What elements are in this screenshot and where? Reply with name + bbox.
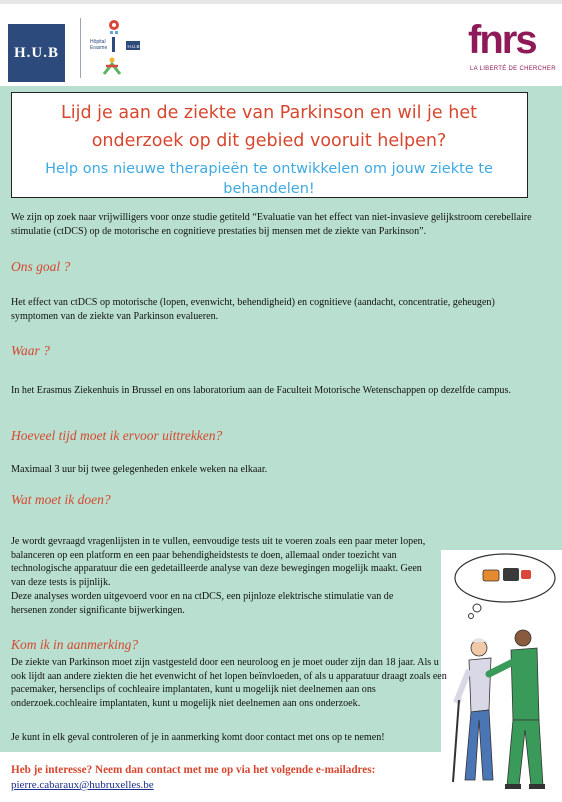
- fnrs-logo: fnrs: [468, 18, 536, 62]
- erasme-hub-text: H.U.B: [127, 44, 140, 49]
- caregiver-figure-icon: [489, 630, 545, 789]
- logo-divider: [80, 18, 81, 78]
- contact-email-link[interactable]: pierre.cabaraux@hubruxelles.be: [11, 779, 154, 791]
- eligible-text-1: De ziekte van Parkinson moet zijn vastgesteld door een neuroloog en je moet ouder zijn dan 18 jaar. Als u ook lijdt aan andere ziekten die het evenwicht of het lopen beïnvloeden, of als u apparatuur draagt zoals een pacemaker, hersenclips of cochleaire implantaten, kunt u mogelijk niet deelnemen aan ons onderzoek.cochleaire implantaten, kunt u mogelijk niet deelnemen aan ons onderzoek.: [11, 657, 447, 709]
- erasme-bar-icon: [112, 37, 115, 52]
- time-text: Maximaal 3 uur bij twee gelegenheden enkele weken na elkaar.: [11, 464, 268, 475]
- heading-todo: Wat moet ik doen?: [11, 492, 111, 507]
- erasme-line2: Erasme: [90, 45, 108, 51]
- erasme-line1: Hôpital: [90, 39, 106, 45]
- hub-logo-text: H.U.B: [13, 44, 59, 61]
- caregiver-illustration: [441, 550, 562, 802]
- thought-bubble-icon: [455, 554, 555, 619]
- page-subtitle: Help ons nieuwe therapieën te ontwikkelen om jouw ziekte te behandelen!: [45, 161, 493, 197]
- title-box: [11, 92, 528, 198]
- contact-cta: Heb je interesse? Neem dan contact met me op via het volgende e-mailadres:: [11, 764, 376, 776]
- heading-where: Waar ?: [11, 343, 50, 358]
- heading-time: Hoeveel tijd moet ik ervoor uittrekken?: [11, 428, 223, 443]
- heading-goal: Ons goal ?: [11, 259, 71, 274]
- eligible-text-2: Je kunt in elk geval controleren of je in aanmerking komt door contact met ons op te nemen!: [11, 732, 385, 743]
- intro-text: We zijn op zoek naar vrijwilligers voor onze studie getiteld “Evaluatie van het effect van niet-invasieve gelijkstroom cerebellaire stimulatie (ctDCS) op de motorische en cognitieve prestaties bij mensen met de ziekte van Parkinson”.: [11, 212, 532, 237]
- erasme-logo: [88, 18, 142, 80]
- todo-text-1: Je wordt gevraagd vragenlijsten in te vullen, eenvoudige tests uit te voeren zoals een paar meter lopen, balanceren op een platform en een paar behendigheidstests te doen, allemaal onder toezicht van technologische apparatuur die een gedetailleerde analyse van deze bewegingen mogelijk maakt. Geen van deze tests is pijnlijk.: [11, 536, 426, 588]
- hub-logo: [8, 24, 65, 82]
- erasme-emblem-icon: [109, 20, 119, 34]
- patient-figure-icon: [453, 638, 493, 782]
- erasme-walker-icon: [104, 58, 120, 75]
- todo-text-2: Deze analyses worden uitgevoerd voor en na ctDCS, een pijnloze elektrische stimulatie van de hersenen zonder significante bijwerkingen.: [11, 591, 394, 616]
- fnrs-tagline: LA LIBERTÉ DE CHERCHER: [470, 66, 556, 72]
- goal-text: Het effect van ctDCS op motorische (lopen, evenwicht, behendigheid) en cognitieve (aandacht, concentratie, geheugen) symptomen van de ziekte van Parkinson evalueren.: [11, 297, 495, 322]
- header: [0, 4, 562, 86]
- where-text: In het Erasmus Ziekenhuis in Brussel en ons laboratorium aan de Faculteit Motorische Wetenschappen op dezelfde campus.: [11, 385, 511, 396]
- page-title: Lijd je aan de ziekte van Parkinson en wil je het onderzoek op dit gebied vooruit helpen?: [61, 103, 477, 151]
- heading-eligible: Kom ik in aanmerking?: [11, 637, 139, 652]
